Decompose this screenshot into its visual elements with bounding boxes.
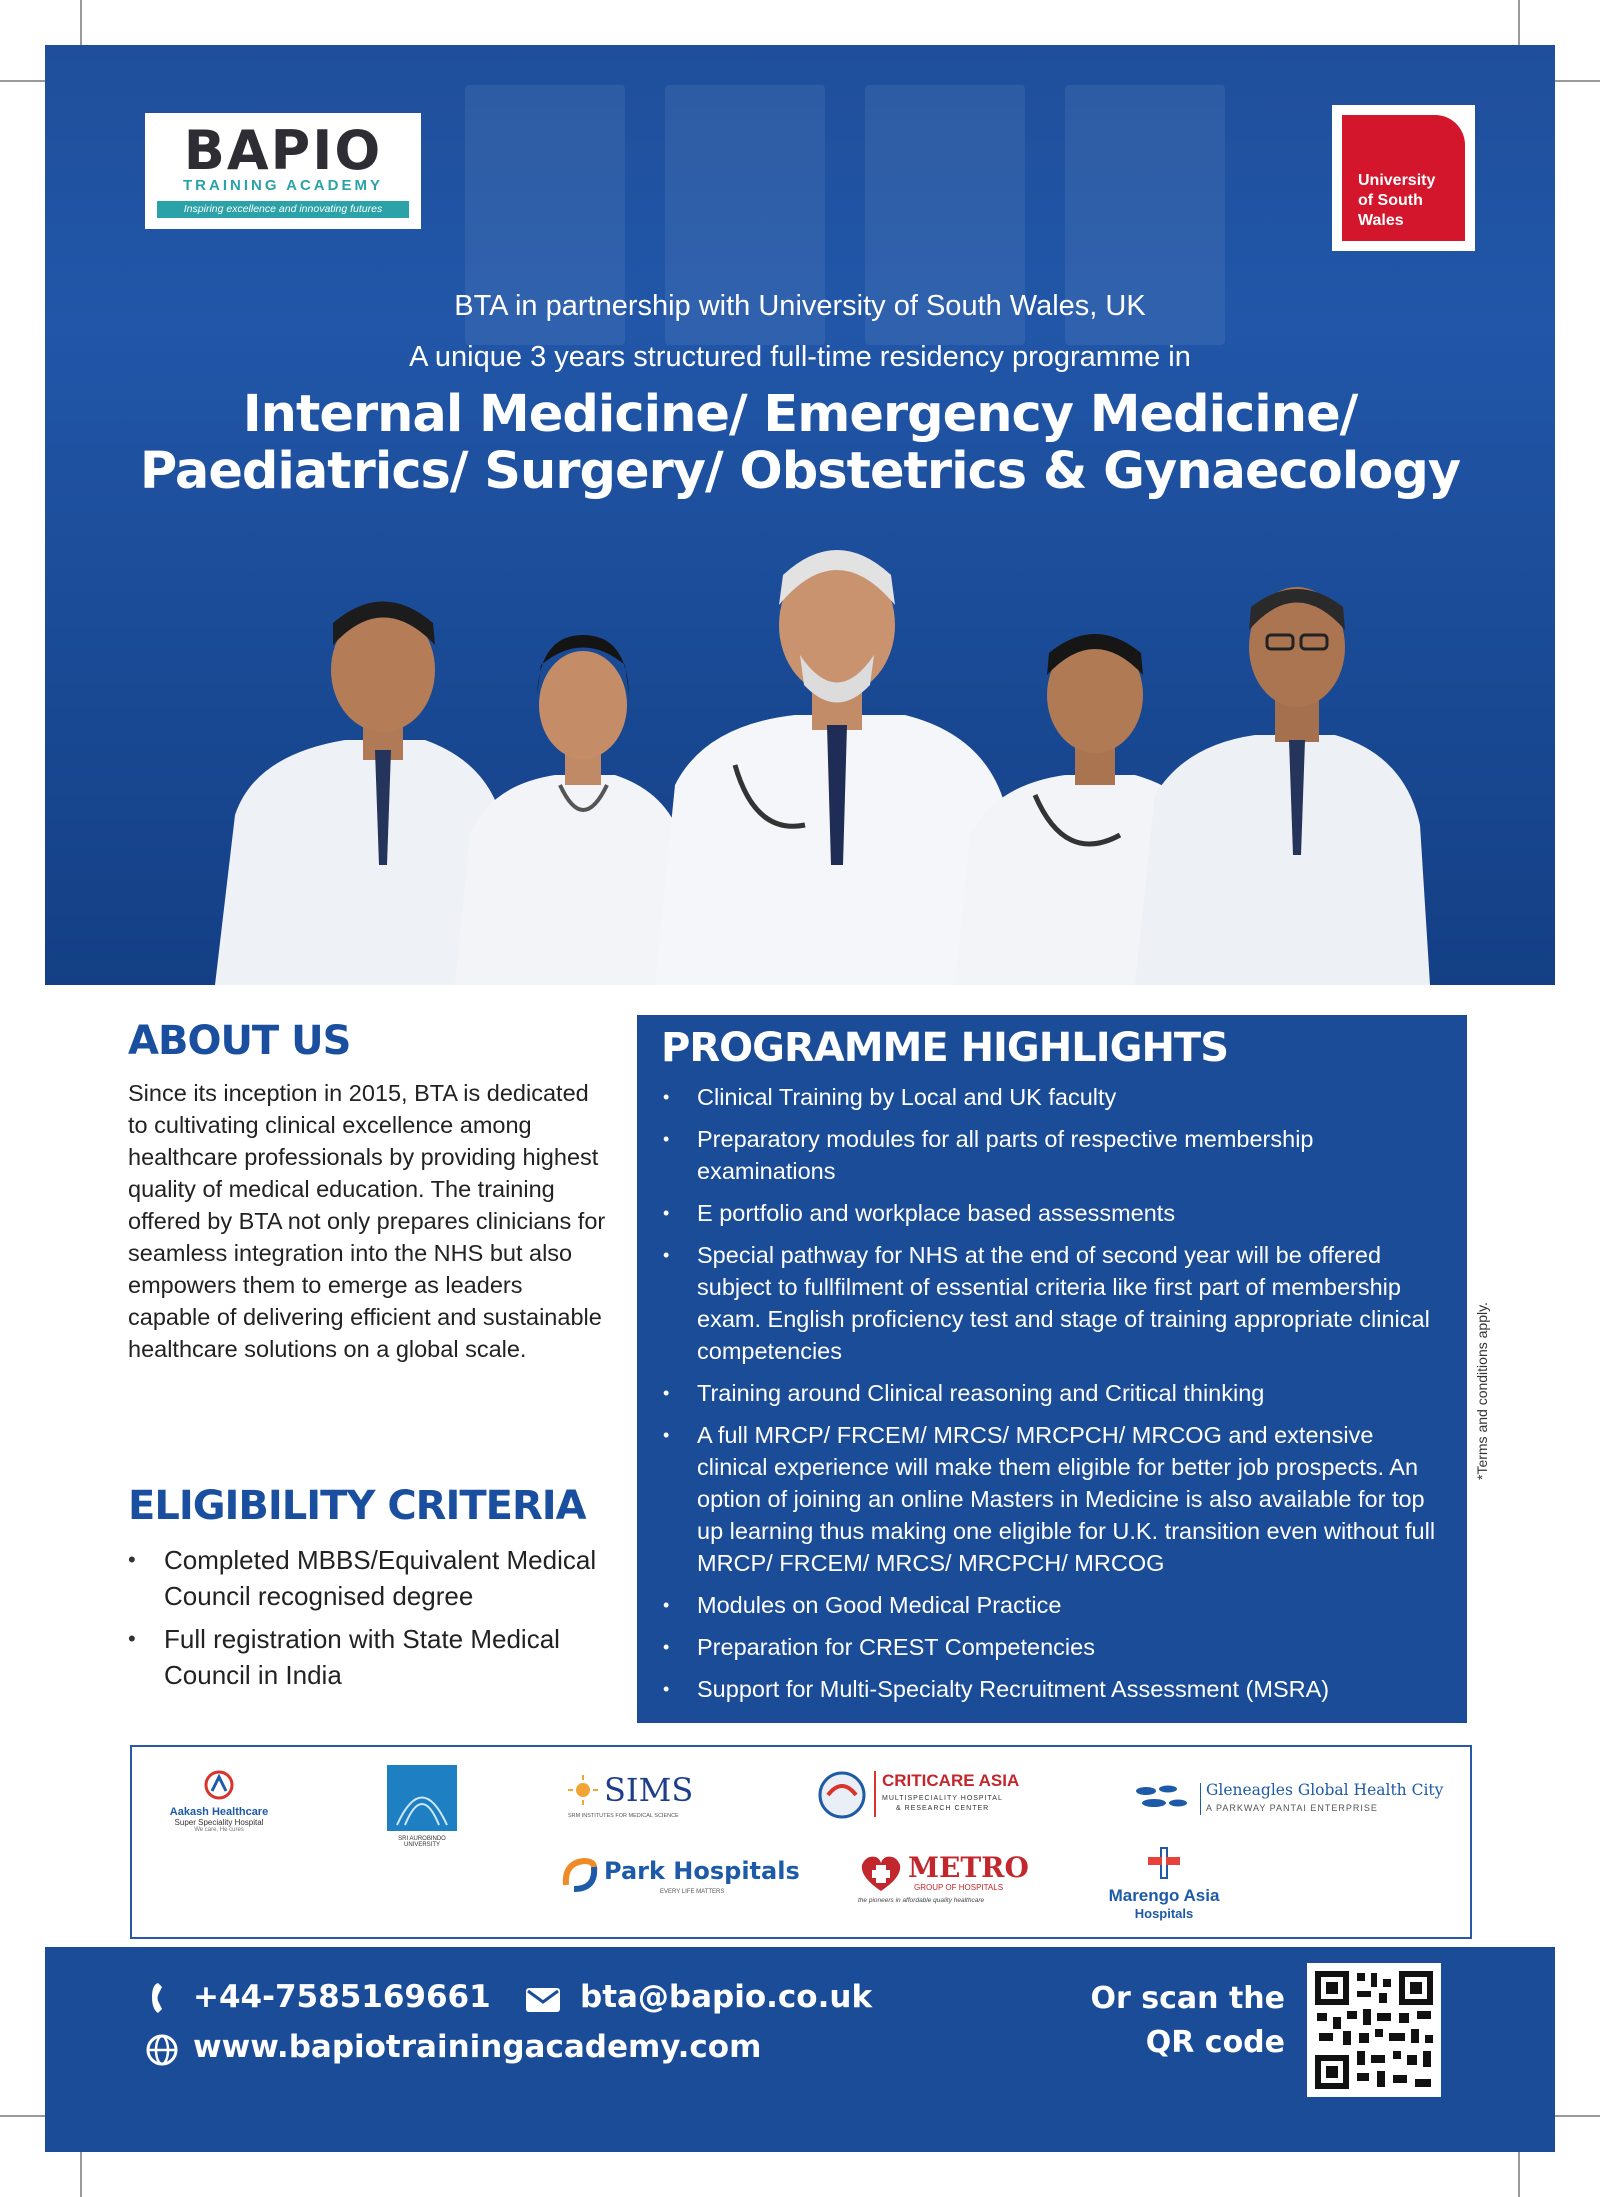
- usw-logo-text: University of South Wales: [1358, 172, 1436, 229]
- divider: [1200, 1783, 1201, 1815]
- metro-hospitals-logo: METRO GROUP OF HOSPITALS the pioneers in affordable quality healthcare: [858, 1851, 1029, 1904]
- doctor-figure: [1135, 587, 1430, 985]
- terms-note: *Terms and conditions apply.: [1474, 1302, 1490, 1480]
- programme-highlights-panel: [637, 1015, 1467, 1723]
- list-item: • Completed MBBS/Equivalent Medical Council recognised degree: [128, 1542, 628, 1614]
- bapio-logo-subtitle: TRAINING ACADEMY: [183, 177, 383, 194]
- marengo-cross-icon: [1144, 1845, 1184, 1881]
- sun-icon: [568, 1775, 598, 1805]
- sau-emblem-icon: [387, 1765, 457, 1831]
- bapio-logo-tagline: Inspiring excellence and innovating futures: [157, 201, 409, 218]
- list-item: • Modules on Good Medical Practice: [659, 1589, 1449, 1621]
- phone-link[interactable]: +44-7585169661: [193, 1979, 491, 2015]
- partnership-text: BTA in partnership with University of South Wales, UK: [454, 290, 1146, 322]
- usw-logo: [1332, 105, 1475, 251]
- scan-prompt: Or scan the QR code: [1090, 1981, 1285, 2060]
- doctor-figure: [655, 550, 1015, 985]
- programme-intro: A unique 3 years structured full-time residency programme in: [409, 341, 1191, 373]
- list-item: • Preparation for CREST Competencies: [659, 1631, 1449, 1663]
- sri-aurobindo-university-logo: SRI AUROBINDO UNIVERSITY: [386, 1765, 458, 1855]
- list-item: • Full registration with State Medical Council in India: [128, 1621, 628, 1693]
- criticare-globe-icon: [816, 1769, 868, 1821]
- bapio-logo: [145, 113, 421, 229]
- programme-title-line2: Paediatrics/ Surgery/ Obstetrics & Gynaecology: [139, 442, 1461, 501]
- list-item: • A full MRCP/ FRCEM/ MRCS/ MRCPCH/ MRCOG and extensive clinical experience will make them eligible for better job prospects. An option of joining an online Masters in Medicine is also available for top up learning thus making one eligible for U.K. transition even without full MRCP/ FRCEM/ MRCS/ MRCPCH/ MRCOG: [659, 1419, 1449, 1579]
- marengo-asia-logo: Marengo Asia Hospitals: [1094, 1845, 1234, 1921]
- list-item: • Special pathway for NHS at the end of second year will be offered subject to fullfilment of essential criteria like first part of membership exam. English proficiency test and stage of training appropriate clinical competencies: [659, 1239, 1449, 1367]
- list-item: • Clinical Training by Local and UK faculty: [659, 1081, 1449, 1113]
- list-item: • Preparatory modules for all parts of respective membership examinations: [659, 1123, 1449, 1187]
- partner-logos: [130, 1745, 1472, 1939]
- doctors-photo: [215, 535, 1445, 985]
- eligibility-heading: ELIGIBILITY CRITERIA: [128, 1483, 586, 1529]
- about-text: Since its inception in 2015, BTA is dedicated to cultivating clinical excellence among healthcare professionals by providing highest quality of medical education. The training offered by BTA not only prepares clinicians for seamless integration into the NHS but also empowers them to emerge as leaders capable of delivering efficient and sustainable healthcare solutions on a global scale.: [128, 1080, 606, 1362]
- qr-code[interactable]: [1307, 1963, 1441, 2097]
- doctor-figure: [455, 635, 690, 985]
- contact-footer: [45, 1947, 1555, 2152]
- aakash-healthcare-logo: Aakash Healthcare Super Speciality Hospital We care, He cures: [154, 1769, 284, 1841]
- bapio-logo-wordmark: BAPIO: [183, 119, 383, 182]
- list-item: • E portfolio and workplace based assessments: [659, 1197, 1449, 1229]
- aakash-icon: [201, 1769, 237, 1801]
- park-swirl-icon: [560, 1855, 600, 1895]
- usw-logo-mark: [1342, 115, 1465, 241]
- list-item: • Training around Clinical reasoning and Critical thinking: [659, 1377, 1449, 1409]
- eligibility-list: [128, 1542, 628, 1700]
- gleneagles-bird-icon: [1132, 1781, 1194, 1815]
- list-item: • Support for Multi-Specialty Recruitment Assessment (MSRA): [659, 1673, 1449, 1705]
- gleneagles-logo: Gleneagles Global Health City A PARKWAY PANTAI ENTERPRISE: [1132, 1781, 1442, 1821]
- highlights-list: [659, 1081, 1449, 1715]
- divider: [874, 1771, 876, 1817]
- park-hospitals-logo: Park Hospitals EVERY LIFE MATTERS: [560, 1855, 800, 1903]
- hero-banner: [45, 45, 1555, 985]
- website-link[interactable]: www.bapiotrainingacademy.com: [193, 2029, 762, 2065]
- globe-icon: [145, 2033, 179, 2067]
- email-link[interactable]: bta@bapio.co.uk: [580, 1979, 873, 2015]
- criticare-asia-logo: CRITICARE ASIA MULTISPECIALITY HOSPITAL & RESEARCH CENTER: [816, 1769, 1026, 1829]
- phone-icon: [150, 1981, 176, 2015]
- qr-code-graphic: [1307, 1963, 1441, 2097]
- about-heading: ABOUT US: [128, 1018, 351, 1064]
- programme-title-line1: Internal Medicine/ Emergency Medicine/: [242, 385, 1358, 444]
- metro-heart-icon: [858, 1853, 904, 1893]
- sims-logo: SIMS SRM INSTITUTES FOR MEDICAL SCIENCE: [568, 1771, 694, 1819]
- mail-icon: [525, 1987, 561, 2013]
- highlights-heading: PROGRAMME HIGHLIGHTS: [661, 1025, 1229, 1071]
